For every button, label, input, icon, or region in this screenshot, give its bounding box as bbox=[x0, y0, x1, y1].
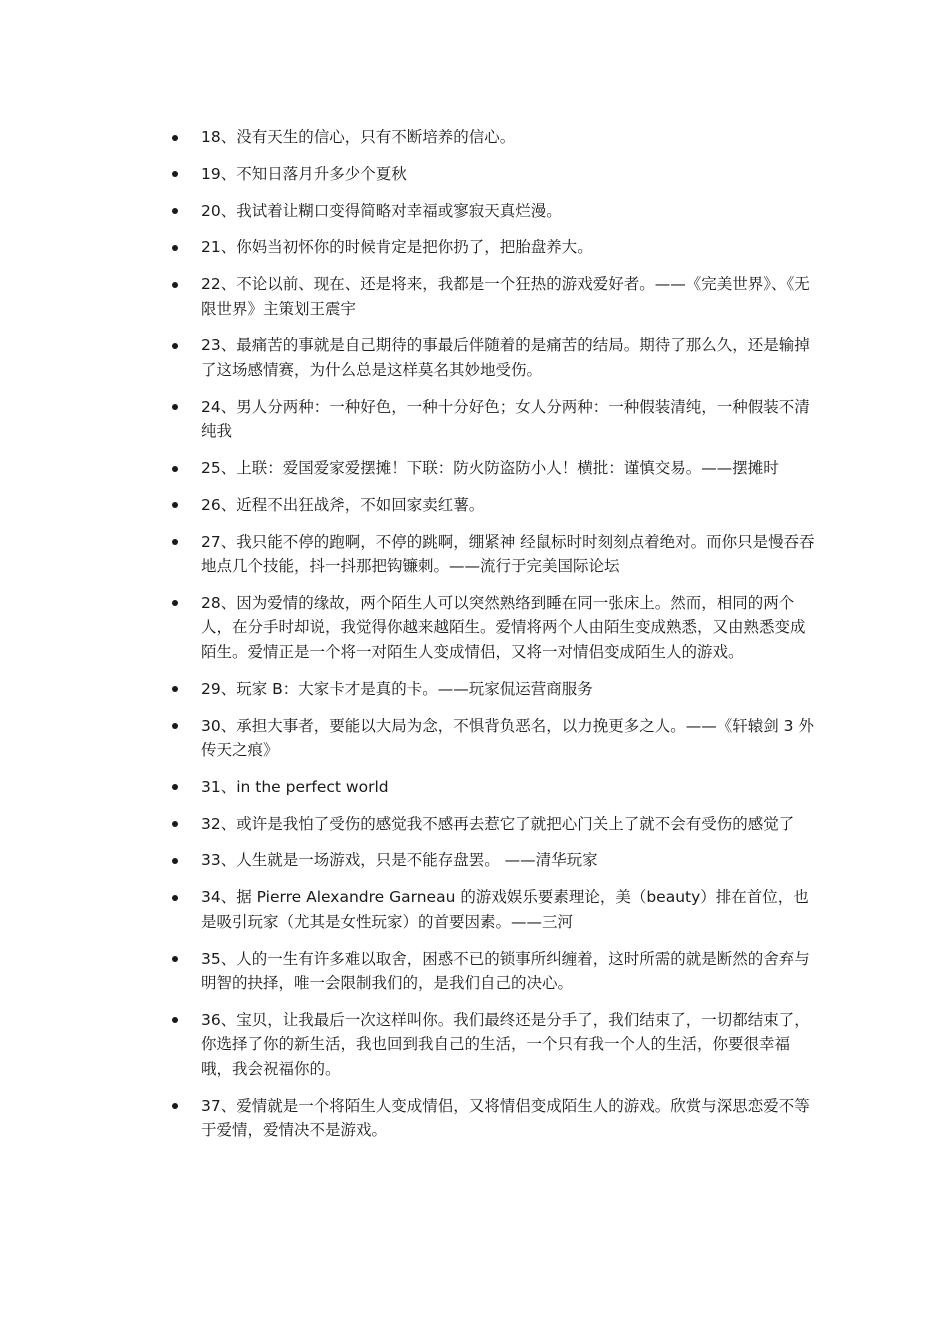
quote-text: 36、宝贝，让我最后一次这样叫你。我们最终还是分手了，我们结束了，一切都结束了，你选择了你的新生活，我也回到我自己的生活，一个只有我一个人的生活，你要很幸福哦，我会祝福你的。 bbox=[201, 1010, 810, 1078]
bullet-icon bbox=[172, 956, 178, 962]
bullet-icon bbox=[172, 502, 178, 508]
bullet-icon bbox=[172, 1017, 178, 1023]
bullet-icon bbox=[172, 135, 178, 141]
bullet-icon bbox=[172, 539, 178, 545]
bullet-icon bbox=[172, 343, 178, 349]
quote-text: 30、承担大事者，要能以大局为念，不惧背负恶名，以力挽更多之人。——《轩辕剑 3 外传天之痕》 bbox=[201, 716, 814, 760]
list-item bbox=[170, 162, 820, 187]
list-item bbox=[170, 493, 820, 518]
quote-text: 34、据 Pierre Alexandre Garneau 的游戏娱乐要素理论，美（beauty）排在首位，也是吸引玩家（尤其是女性玩家）的首要因素。——三河 bbox=[201, 888, 809, 931]
bullet-icon bbox=[172, 282, 178, 288]
bullet-icon bbox=[172, 895, 178, 901]
quote-text: 32、或许是我怕了受伤的感觉我不感再去惹它了就把心门关上了就不会有受伤的感觉了 bbox=[201, 814, 795, 833]
quote-text: 25、上联：爱国爱家爱摆摊！下联：防火防盗防小人！横批：谨慎交易。——摆摊时 bbox=[201, 459, 779, 478]
bullet-icon bbox=[172, 686, 178, 692]
quote-text: 23、最痛苦的事就是自己期待的事最后伴随着的是痛苦的结局。期待了那么久，还是输掉了这场感情赛，为什么总是这样莫名其妙地受伤。 bbox=[201, 336, 810, 379]
quote-text: 26、近程不出狂战斧，不如回家卖红薯。 bbox=[201, 495, 485, 514]
list-item bbox=[170, 235, 820, 260]
quote-text: 27、我只能不停的跑啊，不停的跳啊，绷紧神 经鼠标时时刻刻点着绝对。而你只是慢吞吞地点几个技能，抖一抖那把钩镰刺。——流行于完美国际论坛 bbox=[201, 532, 815, 576]
list-item bbox=[170, 199, 820, 224]
bullet-icon bbox=[172, 723, 178, 729]
list-item bbox=[170, 456, 820, 481]
quote-text: 18、没有天生的信心，只有不断培养的信心。 bbox=[201, 128, 516, 146]
list-item bbox=[170, 272, 820, 321]
bullet-icon bbox=[172, 466, 178, 472]
quote-text: 21、你妈当初怀你的时候肯定是把你扔了，把胎盘养大。 bbox=[201, 238, 593, 257]
list-item bbox=[170, 333, 820, 382]
quote-text: 37、爱情就是一个将陌生人变成情侣，又将情侣变成陌生人的游戏。欣赏与深思恋爱不等于爱情，爱情决不是游戏。 bbox=[201, 1096, 810, 1140]
bullet-icon bbox=[172, 171, 178, 177]
quote-text: 20、我试着让糊口变得简略对幸福或寥寂天真烂漫。 bbox=[201, 201, 562, 220]
list-item bbox=[170, 530, 820, 579]
bullet-icon bbox=[172, 821, 178, 827]
bullet-icon bbox=[172, 245, 178, 251]
quote-text: 29、玩家 B：大家卡才是真的卡。——玩家侃运营商服务 bbox=[201, 679, 593, 698]
list-item bbox=[170, 947, 820, 996]
list-item bbox=[170, 1008, 820, 1082]
list-item bbox=[170, 677, 820, 702]
bullet-icon bbox=[172, 600, 178, 606]
quote-text: 22、不论以前、现在、还是将来，我都是一个狂热的游戏爱好者。——《完美世界》、《无限世界》主策划王震宇 bbox=[201, 275, 810, 318]
quote-text: 19、不知日落月升多少个夏秋 bbox=[201, 164, 407, 183]
list-item bbox=[170, 775, 820, 800]
list-item bbox=[170, 125, 820, 150]
bullet-icon bbox=[172, 858, 178, 864]
list-item bbox=[170, 885, 820, 934]
list-item bbox=[170, 848, 820, 873]
bullet-icon bbox=[172, 208, 178, 214]
list-item bbox=[170, 591, 820, 665]
quote-text: 24、男人分两种：一种好色，一种十分好色；女人分两种：一种假装清纯，一种假装不清纯我 bbox=[201, 397, 810, 441]
list-item bbox=[170, 812, 820, 837]
bullet-icon bbox=[172, 1103, 178, 1109]
quote-text: 33、人生就是一场游戏，只是不能存盘罢。 ——清华玩家 bbox=[201, 851, 598, 870]
quote-text: 35、人的一生有许多难以取舍，困惑不已的锁事所纠缠着，这时所需的就是断然的舍弃与明智的抉择，唯一会限制我们的，是我们自己的决心。 bbox=[201, 949, 810, 993]
list-item bbox=[170, 1094, 820, 1143]
list-item bbox=[170, 714, 820, 763]
quote-list bbox=[170, 125, 820, 1155]
quote-text: 31、in the perfect world bbox=[201, 777, 389, 796]
quote-text: 28、因为爱情的缘故，两个陌生人可以突然熟络到睡在同一张床上。然而，相同的两个人，在分手时却说，我觉得你越来越陌生。爱情将两个人由陌生变成熟悉，又由熟悉变成陌生。爱情正是一个将一对陌生人变成情侣，又将一对情侣变成陌生人的游戏。 bbox=[201, 593, 806, 661]
bullet-icon bbox=[172, 404, 178, 410]
bullet-icon bbox=[172, 784, 178, 790]
list-item bbox=[170, 395, 820, 444]
